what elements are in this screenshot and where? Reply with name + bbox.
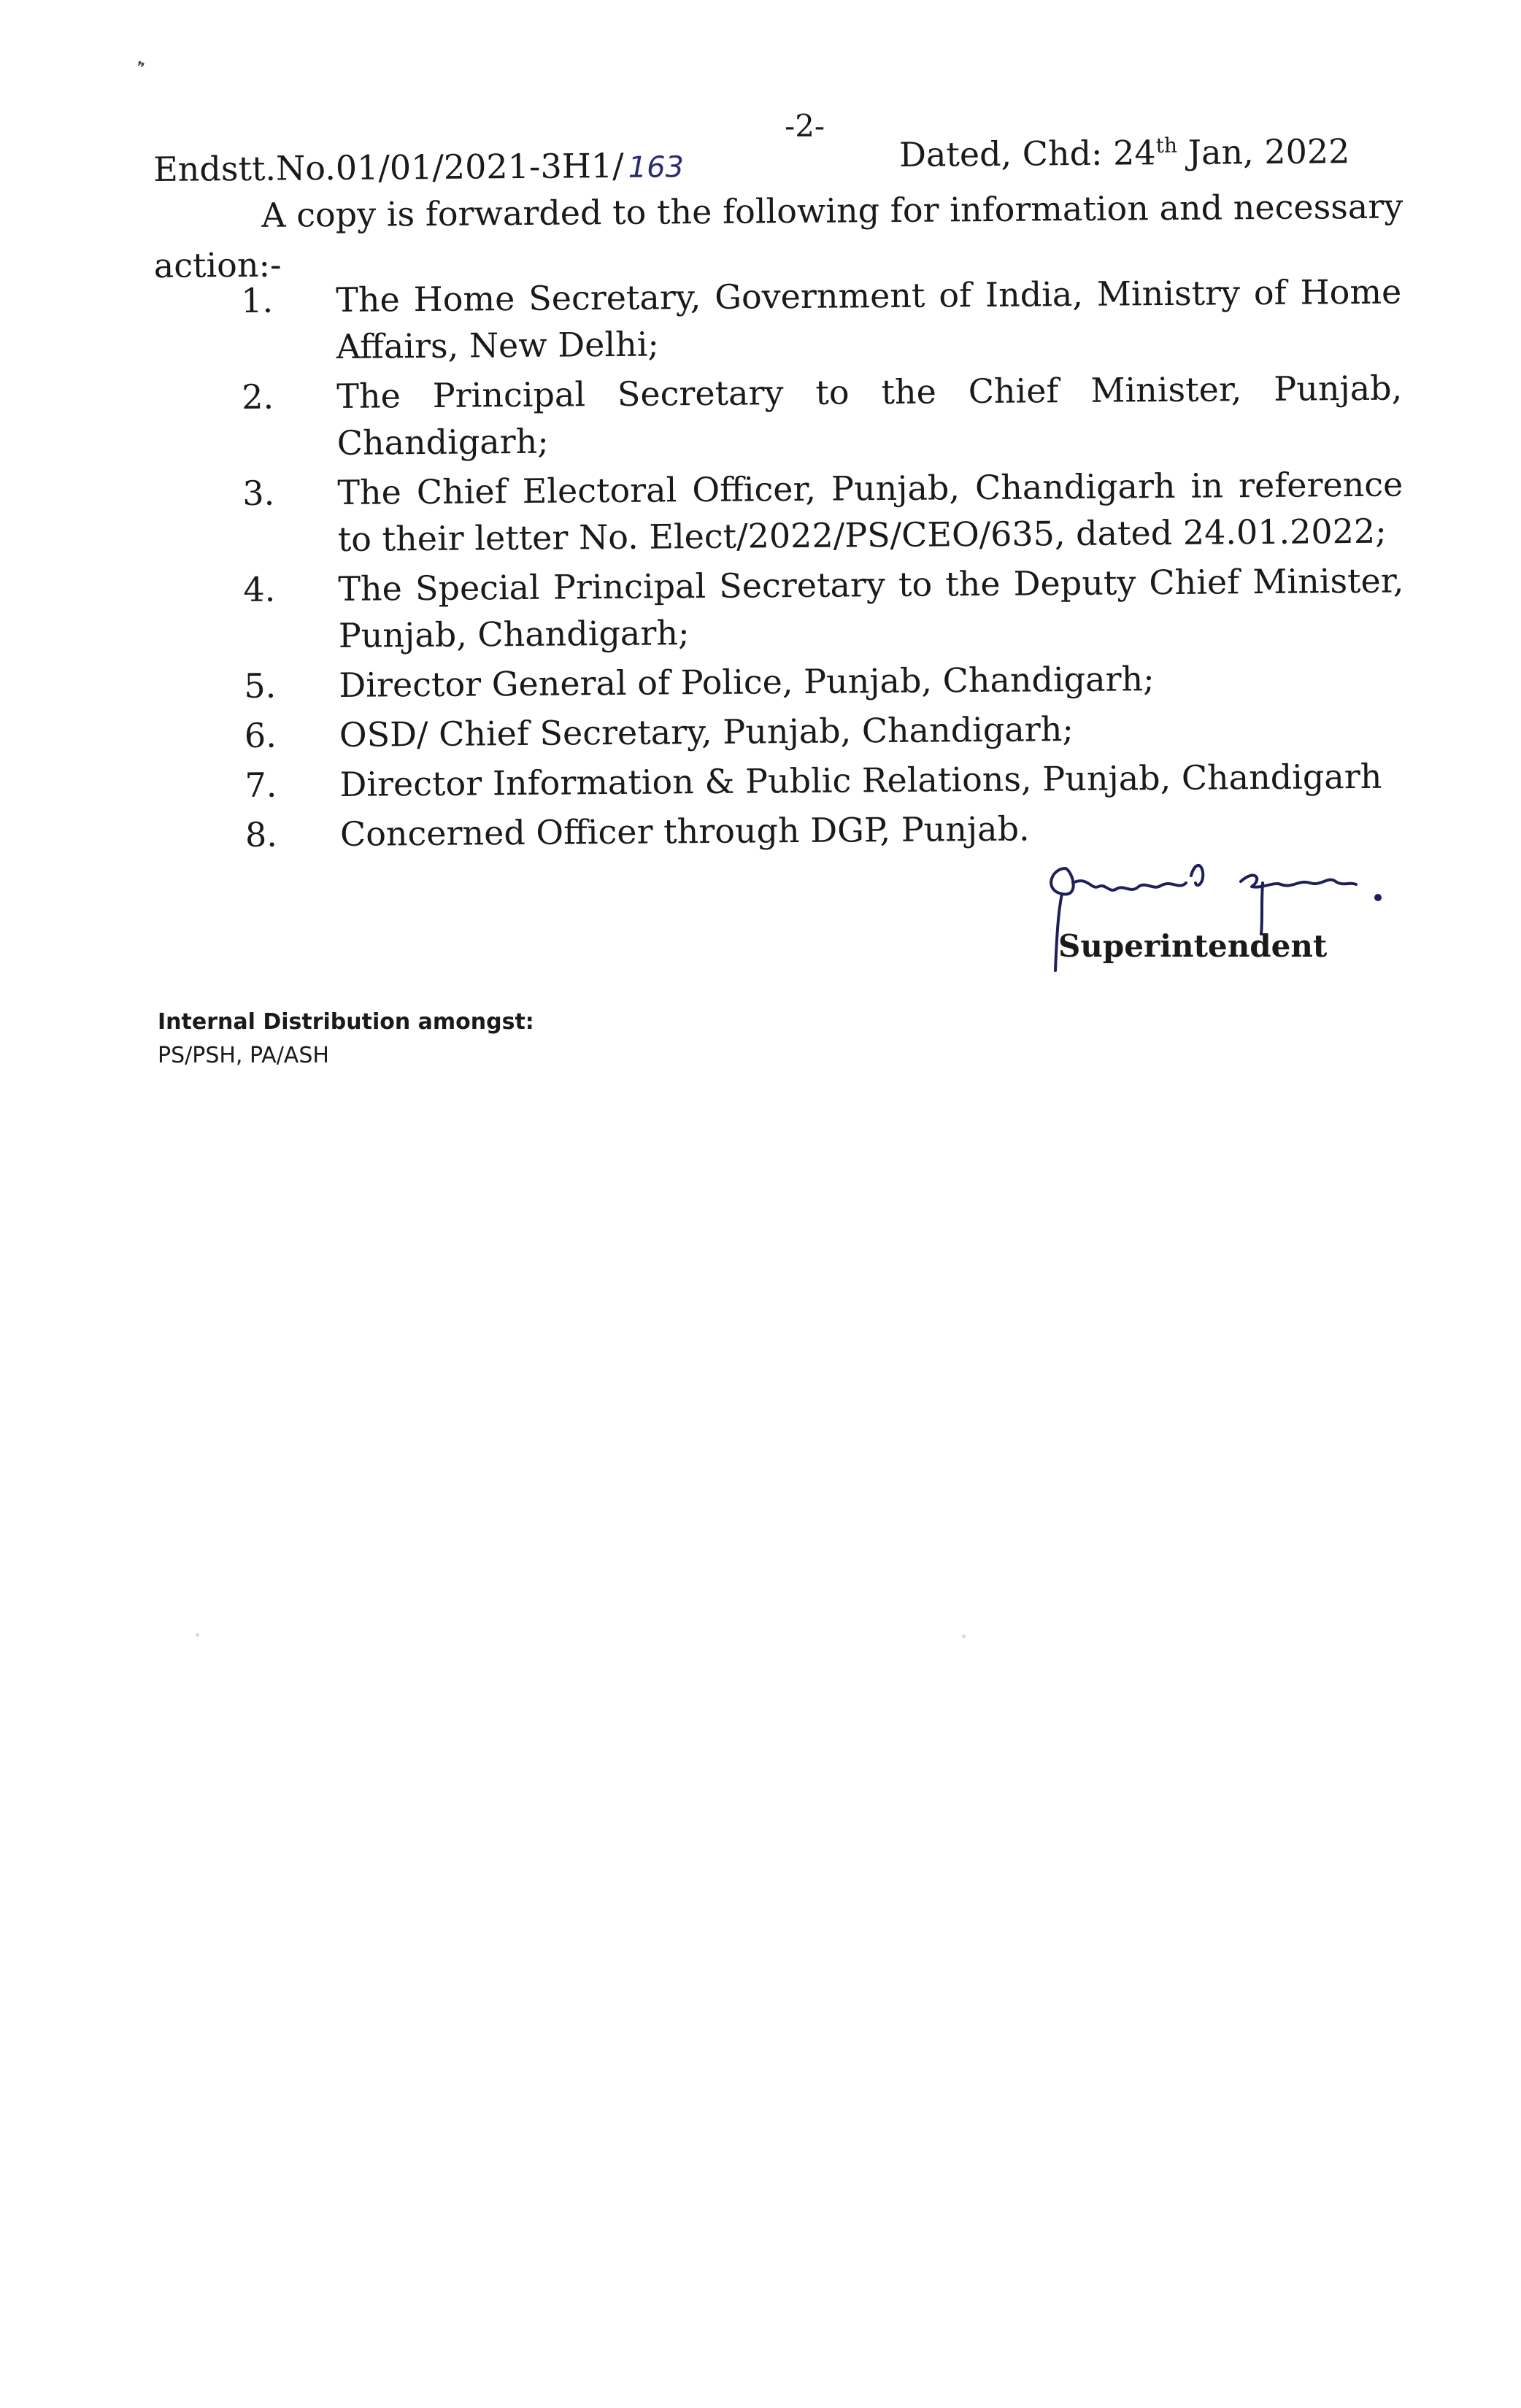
item-text: Director General of Police, Punjab, Chandigarh; xyxy=(339,659,1155,705)
item-number: 6. xyxy=(244,715,277,755)
dated-suffix: th xyxy=(1155,133,1178,158)
scan-speck xyxy=(196,1633,199,1637)
dated-prefix: Dated, Chd: 24 xyxy=(898,133,1156,174)
item-text: The Home Secretary, Government of India, Ministry of Home Affairs, New Delhi; xyxy=(336,271,1402,366)
item-text: The Chief Electoral Officer, Punjab, Chandigarh in reference to their letter No. Elect/2022/PS/CEO/635, dated 24.01.2022; xyxy=(337,464,1403,559)
list-item xyxy=(244,703,1405,758)
item-number: 4. xyxy=(243,569,276,609)
list-item xyxy=(242,461,1403,563)
item-number: 1. xyxy=(241,280,274,320)
internal-distribution-list: PS/PSH, PA/ASH xyxy=(158,1043,329,1068)
item-number: 5. xyxy=(244,665,277,706)
item-text: Concerned Officer through DGP, Punjab. xyxy=(339,809,1030,854)
reference-line xyxy=(153,131,1394,189)
handwritten-serial: 163 xyxy=(628,150,685,185)
internal-distribution-title: Internal Distribution amongst: xyxy=(158,1009,534,1035)
recipient-list xyxy=(241,269,1406,861)
scan-mark: ❞ xyxy=(132,57,147,77)
internal-distribution xyxy=(158,1006,534,1073)
page-number: -2- xyxy=(785,108,825,144)
list-item xyxy=(244,653,1404,709)
item-text: OSD/ Chief Secretary, Punjab, Chandigarh; xyxy=(339,709,1074,755)
endorsement-number-text: Endstt.No.01/01/2021-3H1/ xyxy=(153,145,624,189)
signatory-title: Superintendent xyxy=(1058,928,1328,964)
signature-block xyxy=(1022,854,1401,978)
dated-rest: Jan, 2022 xyxy=(1177,131,1350,172)
list-item xyxy=(245,802,1406,857)
scan-speck xyxy=(962,1635,966,1638)
item-number: 7. xyxy=(244,765,277,805)
item-number: 2. xyxy=(242,377,274,417)
item-text: Director Information & Public Relations, Punjab, Chandigarh xyxy=(339,756,1382,804)
forwarding-paragraph: A copy is forwarded to the following for information and necessary action:- xyxy=(153,186,1403,285)
item-text: The Special Principal Secretary to the Deputy Chief Minister, Punjab, Chandigarh; xyxy=(338,560,1404,655)
dated-text xyxy=(899,131,1350,174)
endorsement-number xyxy=(153,145,684,189)
item-number: 8. xyxy=(244,814,278,854)
list-item xyxy=(242,365,1403,467)
list-item xyxy=(243,557,1404,660)
list-item xyxy=(241,269,1402,371)
item-text: The Principal Secretary to the Chief Minister, Punjab, Chandigarh; xyxy=(336,368,1403,463)
list-item xyxy=(244,752,1405,808)
item-number: 3. xyxy=(242,473,275,513)
